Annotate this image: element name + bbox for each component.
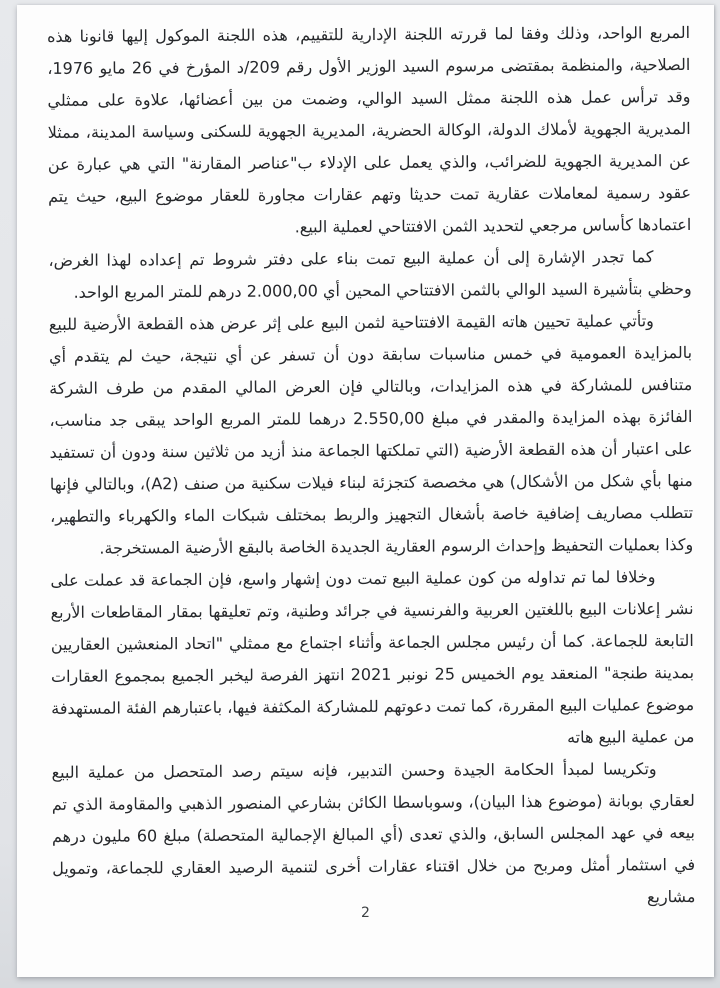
paragraph-opening-price: كما تجدر الإشارة إلى أن عملية البيع تمت بناء على دفتر شروط تم إعداده لهذا الغرض، وحظي بتأشيرة السيد الوالي بالثمن الافتتاحي المحين أي 2.000,00 درهم للمتر المربع الواحد. <box>48 247 692 302</box>
paragraph-publicity-announcements: وخلافا لما تم تداوله من كون عملية البيع تمت دون إشهار واسع، فإن الجماعة قد عملت على نشر إعلانات البيع باللغتين العربية والفرنسية في جرائد وطنية، وتم تعليقها بمقار المقاطعات الأربع التابعة للجماعة. كما أن رئيس مجلس الجماعة وأثناء اجتماع مع ممثلي "اتحاد المنعشين العقاريين بمدينة طنجة" المنعقد يوم الخميس 25 نونبر 2021 انتهز الفرصة ليخبر الجميع بمجموع العقارات موضوع عمليات البيع المقررة، كما تمت دعوتهم للمشاركة المكثفة فيها، باعتبارهم الفئة المستهدفة من عملية البيع هاته <box>50 567 695 747</box>
document-page <box>17 5 714 977</box>
page-number: 2 <box>361 905 370 921</box>
paragraph-committee-valuation: المربع الواحد، وذلك وفقا لما قررته اللجنة الإدارية للتقييم، هذه اللجنة الموكول إليها قانونا هذه الصلاحية، والمنظمة بمقتضى مرسوم السيد الوزير الأول رقم 209/د المؤرخ في 26 مايو 1976، وقد ترأس عمل هذه اللجنة ممثل السيد الوالي، وضمت من بين أعضائها، علاوة على ممثلي المديرية الجهوية لأملاك الدولة، الوكالة الحضرية، المديرية الجهوية للسكنى وسياسة المدينة، ممثلا عن المديرية الجهوية للضرائب، والذي يعمل على الإدلاء ب"عناصر المقارنة" التي هي عبارة عن عقود رسمية لمعاملات عقارية تمت حديثا وتهم عقارات مجاورة للعقار موضوع البيع، حيث يتم اعتمادها كأساس مرجعي لتحديد الثمن الافتتاحي لعملية البيع. <box>47 22 692 237</box>
paragraph-price-update-auctions: وتأتي عملية تحيين هاته القيمة الافتتاحية لثمن البيع على إثر عرض هذه القطعة الأرضية للبيع بالمزايدة العمومية في خمس مناسبات سابقة دون أن تسفر عن أي نتيجة، حيث لم يتقدم أي متنافس للمشاركة في هذه المزايدات، وبالتالي فإن العرض المالي المقدم من طرف الشركة الفائزة بهذه المزايدة والمقدر في مبلغ 2.550,00 درهما للمتر المربع الواحد يبقى جد مناسب، على اعتبار أن هذه القطعة الأرضية (التي تملكتها الجماعة منذ أزيد من ثلاثين سنة ودون أن تستفيد منها بأي شكل من الأشكال) هي مخصصة كتجزئة لبناء فيلات سكنية من صنف (A2)، وبالتالي فإنها تتطلب مصاريف إضافية خاصة بأشغال التجهيز والربط بمختلف شبكات الماء والكهرباء والتطهير، وكذا بعمليات التحفيظ وإحداث الرسوم العقارية الجديدة الخاصة بالبقع الأرضية المستخرجة. <box>48 311 694 558</box>
paragraph-governance-investment: وتكريسا لمبدأ الحكامة الجيدة وحسن التدبير، فإنه سيتم رصد المتحصل من عملية البيع لعقاري بوبانة (موضوع هذا البيان)، وسوباسطا الكائن بشارعي المنصور الذهبي والمقاومة الذي تم بيعه في عهد المجلس السابق، والذي تعدى (أي المبالغ الإجمالية المتحصلة) مبلغ 60 مليون درهم في استثمار أمثل ومربح من خلال اقتناء عقارات أخرى لتنمية الرصيد العقاري للجماعة، وتمويل مشاريع <box>51 759 696 907</box>
document-body <box>47 17 695 917</box>
